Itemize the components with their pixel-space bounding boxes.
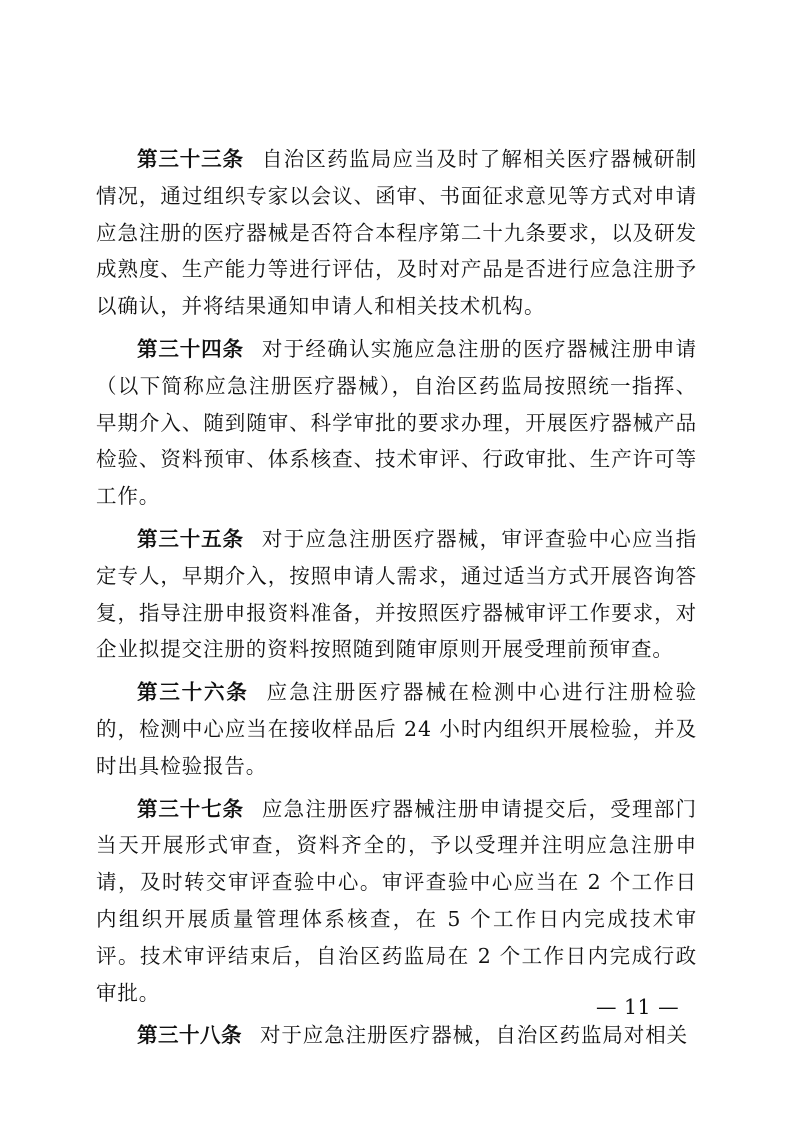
article-title: 第三十七条 bbox=[137, 796, 244, 821]
article-title: 第三十五条 bbox=[137, 526, 244, 551]
article-text: 对于应急注册医疗器械，审评查验中心应当指定专人，早期介入，按照申请人需求，通过适当方式开展咨询答复，指导注册申报资料准备，并按照医疗器械审评工作要求，对企业拟提交注册的资料按照随到随审原则开展受理前预审查。 bbox=[96, 526, 697, 662]
article-33 bbox=[96, 141, 697, 325]
article-title: 第三十三条 bbox=[137, 147, 244, 171]
document-body bbox=[96, 141, 697, 1060]
article-36 bbox=[96, 674, 697, 784]
article-text: 应急注册医疗器械在检测中心进行注册检验的，检测中心应当在接收样品后 24 小时内组织开展检验，并及时出具检验报告。 bbox=[96, 680, 697, 778]
page-number: — 11 — bbox=[596, 995, 680, 1019]
article-title: 第三十四条 bbox=[137, 336, 244, 361]
article-text: 应急注册医疗器械注册申请提交后，受理部门当天开展形式审查，资料齐全的，予以受理并注明应急注册申请，及时转交审评查验中心。审评查验中心应当在 2 个工作日内组织开展质量管理体系核查，在 5 个工作日内完成技术审评。技术审评结束后，自治区药监局在 2 个工作日内完成行政审批。 bbox=[96, 796, 697, 1005]
article-35 bbox=[96, 521, 697, 668]
article-text: 对于应急注册医疗器械，自治区药监局对相关 bbox=[260, 1023, 688, 1048]
article-text: 自治区药监局应当及时了解相关医疗器械研制情况，通过组织专家以会议、函审、书面征求意见等方式对申请应急注册的医疗器械是否符合本程序第二十九条要求，以及研发成熟度、生产能力等进行评估，及时对产品是否进行应急注册予以确认，并将结果通知申请人和相关技术机构。 bbox=[96, 147, 697, 319]
article-38 bbox=[96, 1017, 697, 1054]
article-34 bbox=[96, 331, 697, 515]
article-37 bbox=[96, 791, 697, 1012]
article-text: 对于经确认实施应急注册的医疗器械注册申请（以下简称应急注册医疗器械），自治区药监局按照统一指挥、早期介入、随到随审、科学审批的要求办理，开展医疗器械产品检验、资料预审、体系核查、技术审评、行政审批、生产许可等工作。 bbox=[96, 336, 697, 509]
article-title: 第三十八条 bbox=[137, 1023, 242, 1048]
article-title: 第三十六条 bbox=[137, 680, 249, 705]
